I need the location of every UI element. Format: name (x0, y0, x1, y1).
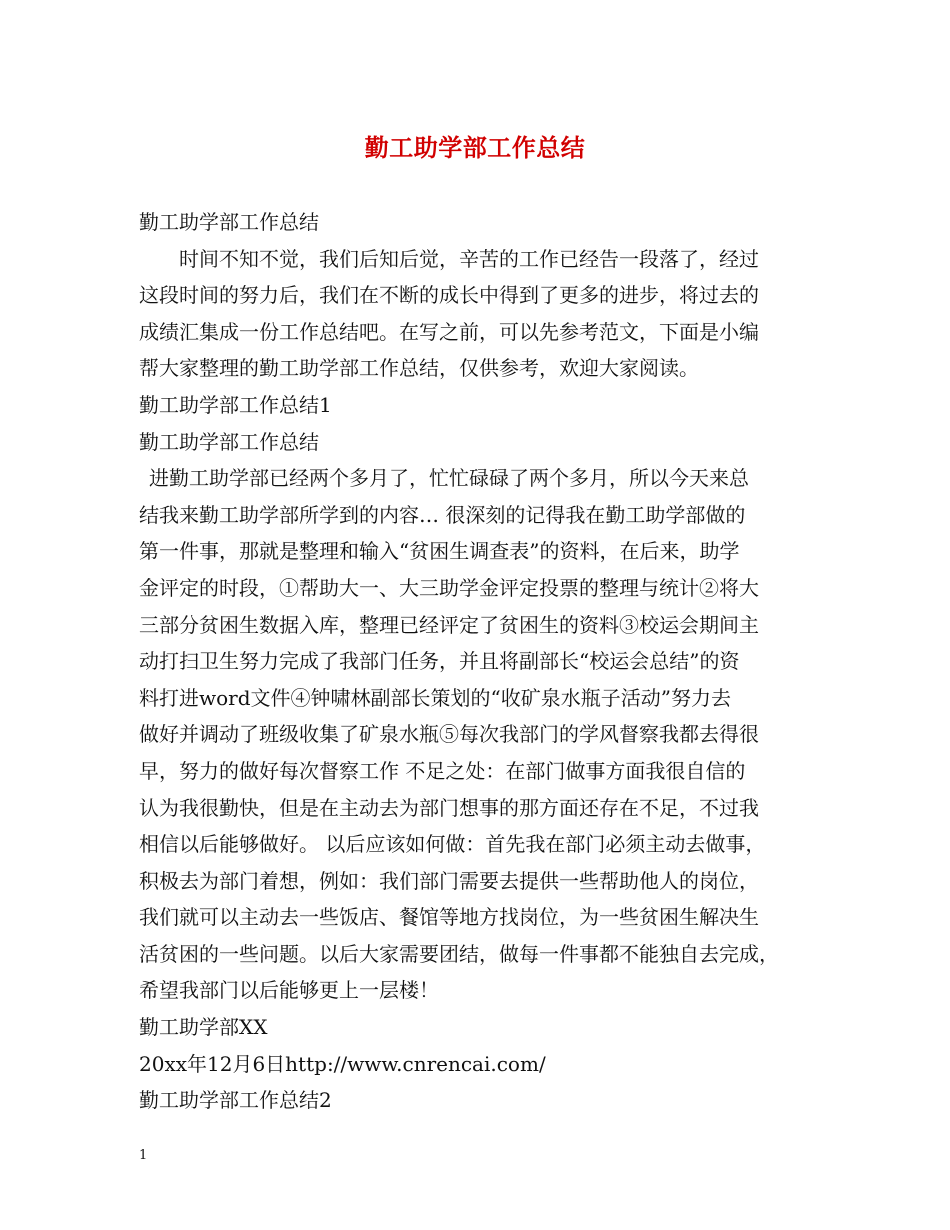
document-body (139, 204, 829, 1119)
paragraph-line: 第一件事，那就是整理和输入“贫困生调查表”的资料，在后来，助学 (139, 539, 740, 564)
section-heading: 勤工助学部工作总结2 (139, 1088, 332, 1113)
paragraph-line: 这段时间的努力后，我们在不断的成长中得到了更多的进步，将过去的 (139, 283, 759, 308)
paragraph-line: 希望我部门以后能够更上一层楼！ (139, 978, 439, 1003)
paragraph-line: 认为我很勤快，但是在主动去为部门想事的那方面还存在不足，不过我 (139, 795, 759, 820)
section-heading: 勤工助学部工作总结 (139, 210, 319, 234)
paragraph-line: 帮大家整理的勤工助学部工作总结，仅供参考，欢迎大家阅读。 (139, 356, 699, 381)
paragraph-line: 成绩汇集成一份工作总结吧。在写之前，可以先参考范文，下面是小编 (139, 319, 759, 344)
paragraph-line: 活贫困的一些问题。以后大家需要团结，做每一件事都不能独自去完成， (139, 941, 779, 966)
paragraph-line: 金评定的时段，①帮助大一、大三助学金评定投票的整理与统计②将大 (139, 575, 759, 600)
section-heading: 勤工助学部工作总结 (139, 429, 319, 454)
paragraph-line: 早，努力的做好每次督察工作 不足之处：在部门做事方面我很自信的 (139, 758, 746, 783)
page-number: 1 (139, 1148, 148, 1163)
paragraph-line: 时间不知不觉，我们后知后觉，辛苦的工作已经告一段落了，经过 (179, 246, 759, 271)
signature-line: 勤工助学部XX (139, 1015, 268, 1040)
paragraph-line: 积极去为部门着想，例如：我们部门需要去提供一些帮助他人的岗位， (139, 868, 759, 893)
section-heading: 勤工助学部工作总结1 (139, 392, 332, 417)
paragraph-line: 料打进word文件④钟啸林副部长策划的“收矿泉水瓶子活动”努力去 (139, 685, 731, 710)
date-url-line: 20xx年12月6日http://www.cnrencai.com/ (139, 1051, 546, 1076)
paragraph-line: 我们就可以主动去一些饭店、餐馆等地方找岗位，为一些贫困生解决生 (139, 905, 759, 930)
paragraph-line: 动打扫卫生努力完成了我部门任务，并且将副部长“校运会总结”的资 (139, 649, 740, 674)
paragraph-line: 相信以后能够做好。 以后应该如何做：首先我在部门必须主动去做事， (139, 832, 766, 857)
paragraph-line: 进勤工助学部已经两个多月了，忙忙碌碌了两个多月，所以今天来总 (149, 466, 749, 491)
paragraph-line: 三部分贫困生数据入库，整理已经评定了贫困生的资料③校运会期间主 (139, 612, 759, 637)
document-title: 勤工助学部工作总结 (364, 133, 586, 162)
paragraph-line: 结我来勤工助学部所学到的内容… 很深刻的记得我在勤工助学部做的 (139, 502, 746, 527)
paragraph-line: 做好并调动了班级收集了矿泉水瓶⑤每次我部门的学风督察我都去得很 (139, 722, 759, 747)
